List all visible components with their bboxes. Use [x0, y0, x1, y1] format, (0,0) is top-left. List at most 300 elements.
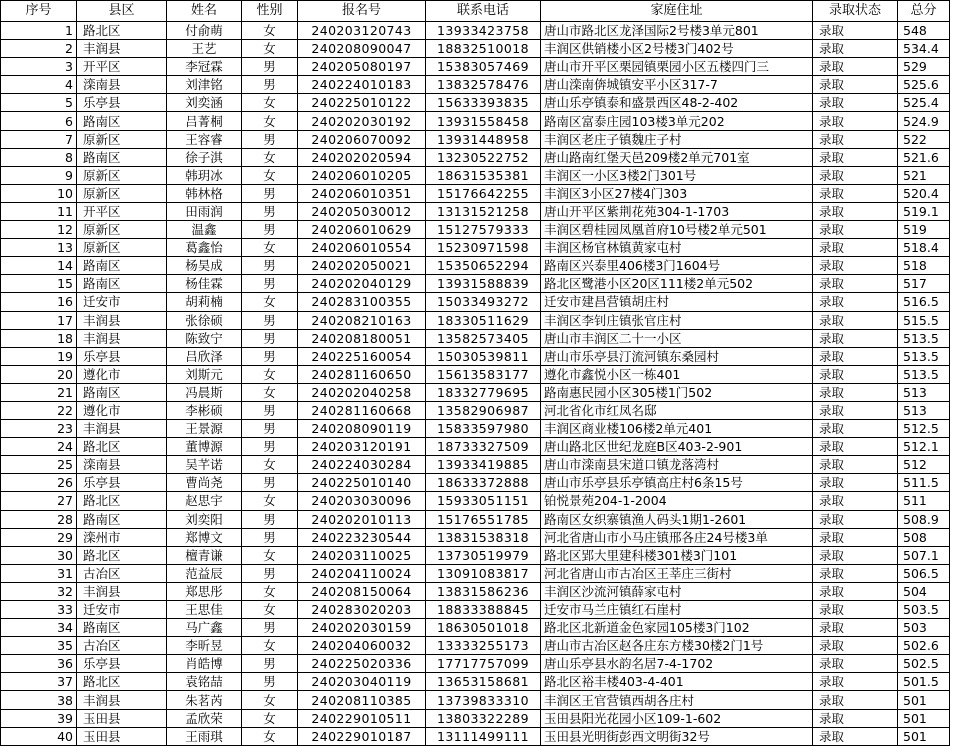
- cell-phone[interactable]: 13933423758: [426, 22, 541, 40]
- cell-name[interactable]: 赵思宇: [167, 492, 242, 510]
- cell-name[interactable]: 郑思彤: [167, 582, 242, 600]
- cell-gender[interactable]: 男: [242, 655, 298, 673]
- cell-seq[interactable]: 24: [1, 438, 77, 456]
- cell-name[interactable]: 袁铭喆: [167, 673, 242, 691]
- cell-county[interactable]: 丰润县: [77, 691, 167, 709]
- cell-phone[interactable]: 15613583177: [426, 365, 541, 383]
- cell-score[interactable]: 525.6: [898, 76, 950, 94]
- cell-seq[interactable]: 17: [1, 311, 77, 329]
- cell-reg-no[interactable]: 240208180051: [298, 329, 426, 347]
- cell-seq[interactable]: 18: [1, 329, 77, 347]
- cell-status[interactable]: 录取: [813, 94, 898, 112]
- cell-score[interactable]: 508: [898, 528, 950, 546]
- cell-status[interactable]: 录取: [813, 492, 898, 510]
- cell-gender[interactable]: 女: [242, 691, 298, 709]
- cell-gender[interactable]: 男: [242, 221, 298, 239]
- cell-score[interactable]: 525.4: [898, 94, 950, 112]
- cell-status[interactable]: 录取: [813, 383, 898, 401]
- cell-status[interactable]: 录取: [813, 601, 898, 619]
- cell-seq[interactable]: 9: [1, 166, 77, 184]
- cell-reg-no[interactable]: 240229010187: [298, 727, 426, 745]
- cell-seq[interactable]: 23: [1, 420, 77, 438]
- cell-reg-no[interactable]: 240225010140: [298, 474, 426, 492]
- cell-address[interactable]: 路北区鹭港小区20区111楼2单元502: [541, 275, 813, 293]
- cell-status[interactable]: 录取: [813, 58, 898, 76]
- cell-score[interactable]: 517: [898, 275, 950, 293]
- cell-status[interactable]: 录取: [813, 456, 898, 474]
- cell-address[interactable]: 唐山市古冶区赵各庄东方楼30楼2门1号: [541, 637, 813, 655]
- cell-name[interactable]: 朱茗芮: [167, 691, 242, 709]
- cell-name[interactable]: 王思佳: [167, 601, 242, 619]
- cell-phone[interactable]: 15633393835: [426, 94, 541, 112]
- cell-reg-no[interactable]: 240205030012: [298, 202, 426, 220]
- cell-address[interactable]: 唐山路北区世纪龙庭B区403-2-901: [541, 438, 813, 456]
- cell-gender[interactable]: 女: [242, 112, 298, 130]
- cell-address[interactable]: 丰润区杨官林镇黄家屯村: [541, 239, 813, 257]
- cell-county[interactable]: 滦州市: [77, 528, 167, 546]
- cell-phone[interactable]: 18332779695: [426, 383, 541, 401]
- cell-phone[interactable]: 15350652294: [426, 257, 541, 275]
- cell-score[interactable]: 522: [898, 130, 950, 148]
- cell-name[interactable]: 王雨琪: [167, 727, 242, 745]
- cell-reg-no[interactable]: 240229010511: [298, 709, 426, 727]
- cell-name[interactable]: 李彬硕: [167, 401, 242, 419]
- cell-name[interactable]: 郑博文: [167, 528, 242, 546]
- cell-phone[interactable]: 13111499111: [426, 727, 541, 745]
- cell-county[interactable]: 迁安市: [77, 293, 167, 311]
- cell-name[interactable]: 胡莉楠: [167, 293, 242, 311]
- cell-county[interactable]: 滦南县: [77, 76, 167, 94]
- cell-status[interactable]: 录取: [813, 365, 898, 383]
- cell-county[interactable]: 古冶区: [77, 564, 167, 582]
- cell-county[interactable]: 路北区: [77, 673, 167, 691]
- cell-gender[interactable]: 男: [242, 420, 298, 438]
- cell-name[interactable]: 曹尚尧: [167, 474, 242, 492]
- cell-reg-no[interactable]: 240206070092: [298, 130, 426, 148]
- cell-name[interactable]: 檀青谦: [167, 546, 242, 564]
- cell-score[interactable]: 501.5: [898, 673, 950, 691]
- cell-score[interactable]: 515.5: [898, 311, 950, 329]
- cell-gender[interactable]: 女: [242, 94, 298, 112]
- cell-reg-no[interactable]: 240206010351: [298, 184, 426, 202]
- cell-reg-no[interactable]: 240202030159: [298, 619, 426, 637]
- cell-reg-no[interactable]: 240202020594: [298, 148, 426, 166]
- cell-score[interactable]: 503: [898, 619, 950, 637]
- cell-seq[interactable]: 14: [1, 257, 77, 275]
- cell-name[interactable]: 韩玥冰: [167, 166, 242, 184]
- cell-county[interactable]: 古冶区: [77, 637, 167, 655]
- cell-gender[interactable]: 女: [242, 166, 298, 184]
- cell-reg-no[interactable]: 240208110385: [298, 691, 426, 709]
- cell-county[interactable]: 遵化市: [77, 365, 167, 383]
- cell-gender[interactable]: 男: [242, 438, 298, 456]
- cell-address[interactable]: 唐山市丰润区二十一小区: [541, 329, 813, 347]
- cell-name[interactable]: 范益辰: [167, 564, 242, 582]
- cell-address[interactable]: 丰润区老庄子镇魏庄子村: [541, 130, 813, 148]
- cell-reg-no[interactable]: 240225020336: [298, 655, 426, 673]
- cell-address[interactable]: 河北省化市红凤名邸: [541, 401, 813, 419]
- cell-gender[interactable]: 男: [242, 202, 298, 220]
- cell-reg-no[interactable]: 240208150064: [298, 582, 426, 600]
- cell-seq[interactable]: 21: [1, 383, 77, 401]
- cell-address[interactable]: 迁安市建昌营镇胡庄村: [541, 293, 813, 311]
- cell-name[interactable]: 葛鑫怡: [167, 239, 242, 257]
- cell-seq[interactable]: 19: [1, 347, 77, 365]
- cell-address[interactable]: 路南惠民园小区305楼1门502: [541, 383, 813, 401]
- cell-county[interactable]: 迁安市: [77, 601, 167, 619]
- cell-seq[interactable]: 1: [1, 22, 77, 40]
- cell-seq[interactable]: 11: [1, 202, 77, 220]
- cell-address[interactable]: 路南区女织寨镇渔人码头1期1-2601: [541, 510, 813, 528]
- cell-address[interactable]: 丰润区李钊庄镇张官庄村: [541, 311, 813, 329]
- cell-phone[interactable]: 13803322289: [426, 709, 541, 727]
- cell-name[interactable]: 张徐硕: [167, 311, 242, 329]
- cell-gender[interactable]: 女: [242, 546, 298, 564]
- cell-name[interactable]: 杨佳霖: [167, 275, 242, 293]
- cell-phone[interactable]: 18330511629: [426, 311, 541, 329]
- cell-status[interactable]: 录取: [813, 22, 898, 40]
- cell-score[interactable]: 519.1: [898, 202, 950, 220]
- cell-county[interactable]: 路南区: [77, 383, 167, 401]
- cell-county[interactable]: 路北区: [77, 22, 167, 40]
- cell-county[interactable]: 原新区: [77, 166, 167, 184]
- cell-phone[interactable]: 13131521258: [426, 202, 541, 220]
- cell-seq[interactable]: 37: [1, 673, 77, 691]
- cell-address[interactable]: 唐山市路北区龙泽国际2号楼3单元801: [541, 22, 813, 40]
- cell-status[interactable]: 录取: [813, 691, 898, 709]
- cell-reg-no[interactable]: 240203120191: [298, 438, 426, 456]
- cell-seq[interactable]: 8: [1, 148, 77, 166]
- cell-county[interactable]: 丰润县: [77, 40, 167, 58]
- cell-address[interactable]: 河北省唐山市小马庄镇邢各庄24号楼3单: [541, 528, 813, 546]
- cell-status[interactable]: 录取: [813, 311, 898, 329]
- cell-address[interactable]: 路北区裕丰楼403-4-401: [541, 673, 813, 691]
- cell-name[interactable]: 李昕昱: [167, 637, 242, 655]
- cell-score[interactable]: 524.9: [898, 112, 950, 130]
- cell-address[interactable]: 路南区富泰庄园103楼3单元202: [541, 112, 813, 130]
- cell-county[interactable]: 乐亭县: [77, 94, 167, 112]
- cell-gender[interactable]: 男: [242, 619, 298, 637]
- cell-gender[interactable]: 男: [242, 401, 298, 419]
- cell-address[interactable]: 唐山市滦南县宋道口镇龙落湾村: [541, 456, 813, 474]
- cell-score[interactable]: 512.1: [898, 438, 950, 456]
- cell-gender[interactable]: 男: [242, 130, 298, 148]
- cell-phone[interactable]: 13582906987: [426, 401, 541, 419]
- cell-reg-no[interactable]: 240281160650: [298, 365, 426, 383]
- cell-address[interactable]: 唐山路南红堡天邑209楼2单元701室: [541, 148, 813, 166]
- cell-seq[interactable]: 26: [1, 474, 77, 492]
- cell-status[interactable]: 录取: [813, 619, 898, 637]
- cell-reg-no[interactable]: 240202050021: [298, 257, 426, 275]
- cell-status[interactable]: 录取: [813, 76, 898, 94]
- cell-status[interactable]: 录取: [813, 727, 898, 745]
- cell-score[interactable]: 518: [898, 257, 950, 275]
- cell-phone[interactable]: 13091083817: [426, 564, 541, 582]
- cell-phone[interactable]: 15833597980: [426, 420, 541, 438]
- cell-score[interactable]: 513.5: [898, 347, 950, 365]
- cell-phone[interactable]: 15127579333: [426, 221, 541, 239]
- cell-seq[interactable]: 33: [1, 601, 77, 619]
- cell-status[interactable]: 录取: [813, 275, 898, 293]
- cell-gender[interactable]: 男: [242, 311, 298, 329]
- cell-address[interactable]: 丰润区商业楼106楼2单元401: [541, 420, 813, 438]
- cell-seq[interactable]: 3: [1, 58, 77, 76]
- cell-score[interactable]: 521.6: [898, 148, 950, 166]
- cell-phone[interactable]: 15030539811: [426, 347, 541, 365]
- cell-score[interactable]: 518.4: [898, 239, 950, 257]
- cell-gender[interactable]: 女: [242, 40, 298, 58]
- cell-seq[interactable]: 31: [1, 564, 77, 582]
- cell-reg-no[interactable]: 240281160668: [298, 401, 426, 419]
- cell-phone[interactable]: 13831586236: [426, 582, 541, 600]
- cell-name[interactable]: 温鑫: [167, 221, 242, 239]
- cell-status[interactable]: 录取: [813, 673, 898, 691]
- cell-name[interactable]: 孟欣荣: [167, 709, 242, 727]
- cell-score[interactable]: 534.4: [898, 40, 950, 58]
- cell-phone[interactable]: 13831538318: [426, 528, 541, 546]
- cell-reg-no[interactable]: 240202030192: [298, 112, 426, 130]
- cell-status[interactable]: 录取: [813, 637, 898, 655]
- cell-phone[interactable]: 13730519979: [426, 546, 541, 564]
- cell-county[interactable]: 乐亭县: [77, 474, 167, 492]
- cell-status[interactable]: 录取: [813, 202, 898, 220]
- cell-address[interactable]: 唐山乐亭镇泰和盛景西区48-2-402: [541, 94, 813, 112]
- cell-status[interactable]: 录取: [813, 438, 898, 456]
- cell-seq[interactable]: 10: [1, 184, 77, 202]
- cell-county[interactable]: 开平区: [77, 58, 167, 76]
- cell-phone[interactable]: 15383057469: [426, 58, 541, 76]
- cell-seq[interactable]: 2: [1, 40, 77, 58]
- cell-score[interactable]: 511: [898, 492, 950, 510]
- cell-status[interactable]: 录取: [813, 401, 898, 419]
- cell-status[interactable]: 录取: [813, 420, 898, 438]
- cell-score[interactable]: 502.5: [898, 655, 950, 673]
- cell-address[interactable]: 唐山市乐亭县乐亭镇高庄村6条15号: [541, 474, 813, 492]
- cell-county[interactable]: 原新区: [77, 239, 167, 257]
- cell-score[interactable]: 501: [898, 691, 950, 709]
- cell-status[interactable]: 录取: [813, 184, 898, 202]
- cell-seq[interactable]: 34: [1, 619, 77, 637]
- cell-gender[interactable]: 男: [242, 329, 298, 347]
- cell-seq[interactable]: 30: [1, 546, 77, 564]
- cell-reg-no[interactable]: 240203110025: [298, 546, 426, 564]
- cell-status[interactable]: 录取: [813, 329, 898, 347]
- cell-phone[interactable]: 15176642255: [426, 184, 541, 202]
- cell-score[interactable]: 519: [898, 221, 950, 239]
- cell-address[interactable]: 玉田县阳光花园小区109-1-602: [541, 709, 813, 727]
- cell-seq[interactable]: 16: [1, 293, 77, 311]
- cell-reg-no[interactable]: 240202040129: [298, 275, 426, 293]
- cell-seq[interactable]: 12: [1, 221, 77, 239]
- cell-score[interactable]: 507.1: [898, 546, 950, 564]
- cell-phone[interactable]: 13230522752: [426, 148, 541, 166]
- cell-gender[interactable]: 女: [242, 492, 298, 510]
- cell-reg-no[interactable]: 240224010183: [298, 76, 426, 94]
- cell-score[interactable]: 529: [898, 58, 950, 76]
- cell-phone[interactable]: 18633372888: [426, 474, 541, 492]
- cell-address[interactable]: 路北区郢大里建科楼301楼3门101: [541, 546, 813, 564]
- cell-status[interactable]: 录取: [813, 528, 898, 546]
- cell-gender[interactable]: 女: [242, 239, 298, 257]
- cell-score[interactable]: 513: [898, 383, 950, 401]
- cell-name[interactable]: 刘津铭: [167, 76, 242, 94]
- cell-reg-no[interactable]: 240203030096: [298, 492, 426, 510]
- cell-county[interactable]: 路北区: [77, 546, 167, 564]
- cell-seq[interactable]: 40: [1, 727, 77, 745]
- cell-score[interactable]: 516.5: [898, 293, 950, 311]
- cell-reg-no[interactable]: 240283100355: [298, 293, 426, 311]
- cell-reg-no[interactable]: 240202010113: [298, 510, 426, 528]
- cell-reg-no[interactable]: 240206010205: [298, 166, 426, 184]
- cell-county[interactable]: 原新区: [77, 221, 167, 239]
- cell-address[interactable]: 丰润区供销楼小区2号楼3门402号: [541, 40, 813, 58]
- cell-seq[interactable]: 22: [1, 401, 77, 419]
- cell-reg-no[interactable]: 240204110024: [298, 564, 426, 582]
- cell-county[interactable]: 丰润县: [77, 329, 167, 347]
- cell-score[interactable]: 520.4: [898, 184, 950, 202]
- cell-score[interactable]: 513.5: [898, 365, 950, 383]
- cell-gender[interactable]: 男: [242, 275, 298, 293]
- cell-reg-no[interactable]: 240204060032: [298, 637, 426, 655]
- cell-gender[interactable]: 男: [242, 257, 298, 275]
- cell-score[interactable]: 501: [898, 727, 950, 745]
- cell-gender[interactable]: 女: [242, 727, 298, 745]
- cell-county[interactable]: 玉田县: [77, 727, 167, 745]
- cell-address[interactable]: 河北省唐山市古冶区王莘庄三街村: [541, 564, 813, 582]
- cell-name[interactable]: 马广鑫: [167, 619, 242, 637]
- cell-phone[interactable]: 15933051151: [426, 492, 541, 510]
- cell-county[interactable]: 路南区: [77, 148, 167, 166]
- cell-address[interactable]: 丰润区碧桂园凤凰首府10号楼2单元501: [541, 221, 813, 239]
- cell-gender[interactable]: 男: [242, 474, 298, 492]
- cell-score[interactable]: 508.9: [898, 510, 950, 528]
- cell-score[interactable]: 521: [898, 166, 950, 184]
- cell-county[interactable]: 遵化市: [77, 401, 167, 419]
- cell-phone[interactable]: 13931588839: [426, 275, 541, 293]
- cell-county[interactable]: 原新区: [77, 184, 167, 202]
- cell-name[interactable]: 王容睿: [167, 130, 242, 148]
- cell-name[interactable]: 王艺: [167, 40, 242, 58]
- cell-gender[interactable]: 男: [242, 510, 298, 528]
- cell-name[interactable]: 徐子淇: [167, 148, 242, 166]
- cell-seq[interactable]: 15: [1, 275, 77, 293]
- cell-county[interactable]: 路南区: [77, 619, 167, 637]
- cell-name[interactable]: 陈致宁: [167, 329, 242, 347]
- cell-status[interactable]: 录取: [813, 546, 898, 564]
- cell-gender[interactable]: 女: [242, 383, 298, 401]
- cell-status[interactable]: 录取: [813, 510, 898, 528]
- cell-county[interactable]: 滦南县: [77, 456, 167, 474]
- cell-county[interactable]: 丰润县: [77, 420, 167, 438]
- cell-name[interactable]: 王景源: [167, 420, 242, 438]
- cell-phone[interactable]: 15033493272: [426, 293, 541, 311]
- cell-status[interactable]: 录取: [813, 564, 898, 582]
- cell-phone[interactable]: 13739833310: [426, 691, 541, 709]
- cell-gender[interactable]: 女: [242, 582, 298, 600]
- cell-seq[interactable]: 6: [1, 112, 77, 130]
- cell-address[interactable]: 路南区兴泰里406楼3门1604号: [541, 257, 813, 275]
- cell-name[interactable]: 田雨润: [167, 202, 242, 220]
- cell-status[interactable]: 录取: [813, 148, 898, 166]
- cell-address[interactable]: 丰润区王官营镇西胡各庄村: [541, 691, 813, 709]
- cell-phone[interactable]: 18832510018: [426, 40, 541, 58]
- cell-gender[interactable]: 女: [242, 293, 298, 311]
- cell-name[interactable]: 刘斯元: [167, 365, 242, 383]
- cell-county[interactable]: 路南区: [77, 257, 167, 275]
- cell-reg-no[interactable]: 240203040119: [298, 673, 426, 691]
- cell-score[interactable]: 512: [898, 456, 950, 474]
- cell-status[interactable]: 录取: [813, 130, 898, 148]
- cell-gender[interactable]: 男: [242, 673, 298, 691]
- cell-score[interactable]: 512.5: [898, 420, 950, 438]
- cell-score[interactable]: 511.5: [898, 474, 950, 492]
- cell-reg-no[interactable]: 240208090119: [298, 420, 426, 438]
- cell-gender[interactable]: 女: [242, 601, 298, 619]
- cell-phone[interactable]: 18733327509: [426, 438, 541, 456]
- cell-gender[interactable]: 女: [242, 637, 298, 655]
- cell-reg-no[interactable]: 240206010554: [298, 239, 426, 257]
- cell-gender[interactable]: 女: [242, 709, 298, 727]
- cell-gender[interactable]: 女: [242, 148, 298, 166]
- cell-status[interactable]: 录取: [813, 474, 898, 492]
- cell-address[interactable]: 路北区北新道金色家园105楼3门102: [541, 619, 813, 637]
- cell-gender[interactable]: 女: [242, 22, 298, 40]
- cell-gender[interactable]: 男: [242, 564, 298, 582]
- cell-phone[interactable]: 13333255173: [426, 637, 541, 655]
- cell-reg-no[interactable]: 240208210163: [298, 311, 426, 329]
- cell-gender[interactable]: 男: [242, 58, 298, 76]
- cell-status[interactable]: 录取: [813, 257, 898, 275]
- cell-reg-no[interactable]: 240205080197: [298, 58, 426, 76]
- cell-score[interactable]: 506.5: [898, 564, 950, 582]
- cell-seq[interactable]: 27: [1, 492, 77, 510]
- cell-phone[interactable]: 13931448958: [426, 130, 541, 148]
- cell-phone[interactable]: 18630501018: [426, 619, 541, 637]
- cell-reg-no[interactable]: 240224030284: [298, 456, 426, 474]
- cell-phone[interactable]: 13582573405: [426, 329, 541, 347]
- cell-status[interactable]: 录取: [813, 293, 898, 311]
- cell-name[interactable]: 杨昊成: [167, 257, 242, 275]
- cell-score[interactable]: 503.5: [898, 601, 950, 619]
- cell-gender[interactable]: 男: [242, 184, 298, 202]
- cell-phone[interactable]: 13933419885: [426, 456, 541, 474]
- cell-phone[interactable]: 15176551785: [426, 510, 541, 528]
- cell-name[interactable]: 吕欣泽: [167, 347, 242, 365]
- cell-seq[interactable]: 4: [1, 76, 77, 94]
- cell-address[interactable]: 唐山市乐亭县汀流河镇东桑园村: [541, 347, 813, 365]
- cell-address[interactable]: 丰润区一小区3楼2门301号: [541, 166, 813, 184]
- cell-score[interactable]: 501: [898, 709, 950, 727]
- cell-status[interactable]: 录取: [813, 239, 898, 257]
- cell-gender[interactable]: 女: [242, 456, 298, 474]
- cell-seq[interactable]: 28: [1, 510, 77, 528]
- cell-county[interactable]: 乐亭县: [77, 655, 167, 673]
- cell-address[interactable]: 唐山乐亭县水韵名居7-4-1702: [541, 655, 813, 673]
- cell-seq[interactable]: 5: [1, 94, 77, 112]
- cell-county[interactable]: 乐亭县: [77, 347, 167, 365]
- cell-phone[interactable]: 13931558458: [426, 112, 541, 130]
- cell-address[interactable]: 丰润区沙流河镇薛家屯村: [541, 582, 813, 600]
- cell-phone[interactable]: 13653158681: [426, 673, 541, 691]
- cell-county[interactable]: 路南区: [77, 510, 167, 528]
- cell-phone[interactable]: 18631535381: [426, 166, 541, 184]
- cell-name[interactable]: 吴芊诺: [167, 456, 242, 474]
- cell-gender[interactable]: 男: [242, 528, 298, 546]
- cell-reg-no[interactable]: 240225160054: [298, 347, 426, 365]
- cell-address[interactable]: 唐山市开平区栗园镇栗园小区五楼四门三: [541, 58, 813, 76]
- cell-address[interactable]: 遵化市鑫悦小区一栋401: [541, 365, 813, 383]
- cell-reg-no[interactable]: 240202040258: [298, 383, 426, 401]
